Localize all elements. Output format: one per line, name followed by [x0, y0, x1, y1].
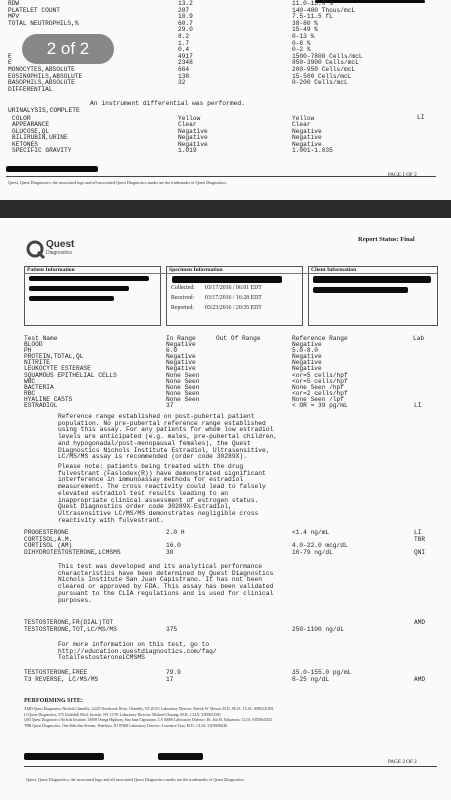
urine-test-value: Yellow [178, 115, 201, 122]
result-value: 8.2 [178, 33, 190, 40]
urine-test-value: 1.019 [178, 147, 197, 154]
result-range: 15-49 % [292, 26, 318, 34]
lab-code: LI [414, 402, 422, 409]
test-name: TESTOSTERONE,FREE [24, 669, 88, 676]
urine-test-value: Negative [178, 134, 208, 142]
reference-range: None Seen /hpf [292, 383, 344, 391]
result-value: 664 [178, 66, 190, 73]
note-line: Ultrasensitive LC/MS/MS demonstrates negligible cross [58, 509, 259, 517]
test-name: SQUAMOUS EPITHELIAL CELLS [24, 371, 117, 379]
quest-logo-icon [26, 240, 46, 260]
urine-test-value: Negative [178, 127, 208, 135]
result-name: MONOCYTES,ABSOLUTE [8, 66, 75, 73]
logo-wordmark: Quest [46, 239, 75, 250]
lab-code: LI [414, 529, 422, 536]
result-range: 38-80 % [292, 19, 318, 27]
note-line: Reference range established on post-pubertal patient [58, 413, 255, 420]
test-name: WBC [24, 377, 36, 385]
result-value: 13.2 [178, 0, 193, 7]
urine-test-name: SPECIFIC GRAVITY [12, 147, 72, 154]
in-range-value: Negative [166, 353, 196, 361]
in-range-value: 2.0 H [166, 529, 185, 536]
page-counter-badge: 2 of 2 [22, 34, 114, 64]
result-name: PLATELET COUNT [8, 6, 60, 14]
reference-range: 16-79 ng/dL [292, 549, 333, 557]
result-range: 11.0-15.0 % [292, 0, 333, 7]
test-name: PROTEIN,TOTAL,QL [24, 353, 84, 361]
result-value: 2348 [178, 59, 193, 67]
in-range-value: 37 [166, 402, 174, 409]
urinalysis-header: URINALYSIS,COMPLETE [8, 107, 80, 114]
reference-range: <1.4 ng/mL [292, 529, 330, 536]
result-range: 850-3900 Cells/mcL [292, 59, 359, 67]
in-range-value: 16.0 [166, 542, 181, 550]
result-name: MPV [8, 13, 20, 21]
lab-code: LI [417, 114, 425, 121]
performing-site-line: AMD Quest Diagnostics Nichols Chantilly, 14225 Newbrook Drive, Chantilly, VA 20151 Laboratory Director: Patrick W. Mason, M.D., Ph.D., CLIA: 49D0221801 [24, 707, 274, 711]
redaction-bar [158, 753, 203, 760]
test-name: PROGESTERONE [24, 529, 69, 536]
result-range: 1500-7800 Cells/mcL [292, 52, 363, 60]
result-value: 1.7 [178, 39, 190, 47]
note-line: LC/MS/MS assay is recommended (order code 30289X). [58, 453, 247, 461]
urine-test-range: 1.001-1.035 [292, 147, 333, 154]
trademark-footer: Quest, Quest Diagnostics, the associated logo and all associated Quest Diagnostics marks are the trademarks of Quest Diagnostics. [26, 777, 246, 782]
redaction-bar [29, 296, 114, 301]
urine-test-range: Negative [292, 134, 322, 142]
in-range-value: None Seen [166, 371, 200, 379]
urine-test-value: Clear [178, 121, 197, 129]
reference-range: <or=2 cells/hpf [292, 389, 348, 397]
note-line: inappropriate clinical assessment of estrogen status. [58, 496, 259, 504]
note-line: fulvestrant (Faslodex(R)) have demonstrated significant [58, 469, 266, 477]
col-in-range: In Range [166, 335, 196, 342]
reference-range: None Seen /lpf [292, 395, 344, 403]
note-line: using this assay. For any patients for whom low estradiol [58, 426, 274, 434]
lab-code: QNI [414, 549, 426, 557]
note-line: Quest Diagnostics order code 30289X-Estradiol, [58, 503, 232, 511]
in-range-value: None Seen [166, 395, 200, 403]
col-out-of-range: Out Of Range [216, 335, 261, 342]
result-value: 10.9 [178, 13, 193, 21]
performing-site-line: QNI Quest Diagnostics Nichols Institute, 33608 Ortega Highway, San Juan Capistrano, CA 92690 Laboratory Director: Dr. Jon M. Nakamoto, CLIA: 05D0643352 [24, 718, 273, 723]
reference-range: Negative [292, 359, 322, 367]
test-name: DIHYDROTESTOSTERONE,LCMSMS [24, 549, 121, 557]
result-value: 4917 [178, 52, 193, 60]
client-info-box [308, 266, 438, 326]
trademark-footer: Quest, Quest Diagnostics, the associated logo and all associated Quest Diagnostics marks are the trademarks of Quest Diagnostics. [8, 180, 228, 185]
reference-range: Negative [292, 341, 322, 348]
specimen-info-label: Specimen Information [169, 267, 223, 273]
note-line: Please note: patients being treated with the drug [58, 463, 244, 470]
collected-label: Collected: [171, 285, 195, 291]
redaction-bar [313, 287, 408, 293]
result-name: RDW [8, 0, 20, 7]
note-line: Diagnostics Nichols Institute Estradiol, Ultrasensitive, [58, 446, 270, 454]
result-range: 7.5-11.5 fL [292, 13, 333, 21]
note-line: Nichols Institute San Juan Capistrano. It has not been [58, 576, 263, 584]
in-range-value: None Seen [166, 389, 200, 397]
note-line: reactivity with fulvestrant. [58, 516, 164, 524]
in-range-value: 375 [166, 625, 178, 633]
lab-code: AMD [414, 619, 426, 626]
urine-test-range: Negative [292, 140, 322, 148]
note-line: elevated estradiol test results leading to an [58, 489, 229, 497]
report-page-2 [0, 218, 451, 800]
performing-site-line: TBR Quest Diagnostics, One Malcolm Avenue, Teterboro, NJ 07608 Laboratory Director: Lawrence Tsao, M.D., CLIA: 31D0696246 [24, 723, 228, 728]
collected-value: 03/17/2016 / 06:01 EDT [205, 285, 262, 291]
note-line: For more information on this test, go to [58, 641, 210, 648]
note-line: characteristics have been determined by Quest Diagnostics [58, 569, 274, 577]
note-line: interference in immunoassay methods for estradiol [58, 476, 244, 484]
in-range-value: Negative [166, 365, 196, 373]
reported-label: Reported: [171, 305, 194, 311]
test-name: TESTOSTERONE,FR(DIAL)TOT [24, 619, 114, 626]
in-range-value: None Seen [166, 377, 200, 385]
reference-range: 35.0-155.0 pg/mL [292, 669, 352, 676]
test-name: HYALINE CASTS [24, 395, 73, 403]
test-name: ESTRADIOL [24, 402, 58, 409]
redaction-bar [24, 753, 104, 760]
redaction-bar [29, 286, 129, 291]
differential-note: An instrument differential was performed. [90, 100, 245, 107]
note-line: This test was developed and its analytical performance [58, 563, 263, 570]
urine-test-name: BILIRUBIN,URINE [12, 134, 68, 142]
reference-range: 8-25 ng/dL [292, 675, 330, 683]
test-name: LEUKOCYTE ESTERASE [24, 365, 91, 373]
in-range-value: 6.0 [166, 347, 178, 355]
received-label: Received: [171, 295, 195, 301]
lab-code: AMD [414, 675, 426, 683]
test-name: TESTOSTERONE,TOT,LC/MS/MS [24, 625, 117, 633]
result-name: EOSINOPHILS,ABSOLUTE [8, 72, 83, 80]
urine-test-name: GLUCOSE,QL [12, 127, 50, 135]
test-name: RBC [24, 389, 36, 397]
urine-test-name: COLOR [12, 115, 31, 122]
result-range: 140-400 Thous/mcL [292, 6, 356, 14]
col-reference-range: Reference Range [292, 335, 348, 342]
logo-subtitle: Diagnostics [46, 250, 72, 256]
divider [24, 766, 437, 767]
note-line: and hypogonadal/post-menopausal females), the Quest [58, 439, 251, 447]
redaction-bar [313, 276, 431, 283]
note-line: levels are anticipated (e.g. males, pre-pubertal children, [58, 433, 278, 441]
in-range-value: None Seen [166, 383, 200, 391]
test-name: CORTISOL (AM) [24, 542, 73, 550]
note-line: pursuant to the CLIA regulations and is used for clinical [58, 589, 274, 597]
test-name: NITRITE [24, 359, 50, 367]
result-name: TOTAL NEUTROPHILS,% [8, 19, 79, 27]
urine-test-name: KETONES [12, 140, 38, 148]
in-range-value: 30 [166, 549, 174, 557]
note-line: TotalTestosteroneLCMSMS [58, 654, 145, 662]
result-range: 15-500 Cells/mcL [292, 72, 352, 80]
urine-test-range: Negative [292, 127, 322, 135]
result-name: BASOPHILS,ABSOLUTE [8, 79, 75, 87]
in-range-value: 79.9 [166, 669, 181, 676]
redaction-bar [29, 276, 149, 281]
col-test-name: Test Name [24, 335, 58, 342]
report-page-1 [0, 0, 451, 200]
page-number: PAGE 1 OF 2 [388, 172, 417, 178]
redaction-bar [172, 276, 282, 283]
reference-range: 5.0-8.0 [292, 347, 318, 355]
divider [6, 176, 436, 177]
urine-test-value: Negative [178, 140, 208, 148]
in-range-value: Negative [166, 359, 196, 367]
reported-value: 03/23/2016 / 20:35 EDT [205, 305, 262, 311]
performing-site-line: LI Quest Diagnostics, 575 Underhill Blvd, Syosset, NY 11791 Laboratory Director: Michael Chaump, M.D., CLIA: 33D0652581 [24, 712, 221, 717]
patient-info-label: Patient Information [27, 267, 75, 273]
reference-range: < OR = 39 pg/mL [292, 402, 348, 409]
urine-test-name: APPEARANCE [12, 121, 50, 129]
urine-test-range: Clear [292, 121, 311, 129]
result-name: E [8, 59, 12, 67]
note-line: http://education.questdiagnostics.com/faq/ [58, 647, 217, 655]
note-line: measurement. The cross reactivity could lead to falsely [58, 483, 266, 491]
report-status: Report Status: Final [358, 236, 415, 243]
reference-range: Negative [292, 353, 322, 361]
performing-site-label: PERFORMING SITE: [24, 698, 83, 704]
note-line: cleared or approved by FDA. This assay has been validated [58, 583, 274, 591]
urine-test-range: Yellow [292, 115, 315, 122]
test-name: PH [24, 347, 32, 355]
in-range-value: 17 [166, 675, 174, 683]
redaction-bar [6, 166, 98, 172]
reference-range: 250-1100 ng/dL [292, 625, 344, 633]
result-value: 0.4 [178, 46, 190, 54]
result-name: E [8, 52, 12, 60]
reference-range: <or=5 cells/hpf [292, 371, 348, 379]
test-name: BLOOD [24, 341, 43, 348]
result-value: 32 [178, 79, 186, 87]
note-line: purposes. [58, 596, 93, 604]
client-info-label: Client Information [311, 267, 357, 273]
result-range: 200-950 Cells/mcL [292, 66, 356, 73]
result-range: 0-13 % [292, 33, 315, 40]
result-range: 0-200 Cells/mcL [292, 79, 348, 87]
result-range: 0-2 % [292, 46, 311, 54]
in-range-value: Negative [166, 341, 196, 348]
result-value: 138 [178, 72, 190, 80]
result-value: 207 [178, 6, 190, 14]
test-name: CORTISOL,A.M. [24, 535, 73, 543]
lab-code: TBR [414, 535, 426, 543]
reference-range: <or=5 cells/hpf [292, 377, 348, 385]
reference-range: 4.0-22.0 mcg/dL [292, 542, 348, 550]
test-name: T3 REVERSE, LC/MS/MS [24, 675, 99, 683]
test-name: BACTERIA [24, 383, 54, 391]
result-value: 29.0 [178, 26, 193, 34]
reference-range: Negative [292, 365, 322, 373]
page-number: PAGE 2 OF 2 [388, 759, 417, 765]
col-lab: Lab [413, 335, 425, 342]
result-name: DIFFERENTIAL [8, 85, 53, 93]
result-value: 60.7 [178, 19, 193, 27]
result-range: 0-8 % [292, 39, 311, 47]
note-line: population. No pre-pubertal reference range established [58, 419, 266, 427]
received-value: 03/17/2016 / 16:28 EDT [205, 295, 262, 301]
